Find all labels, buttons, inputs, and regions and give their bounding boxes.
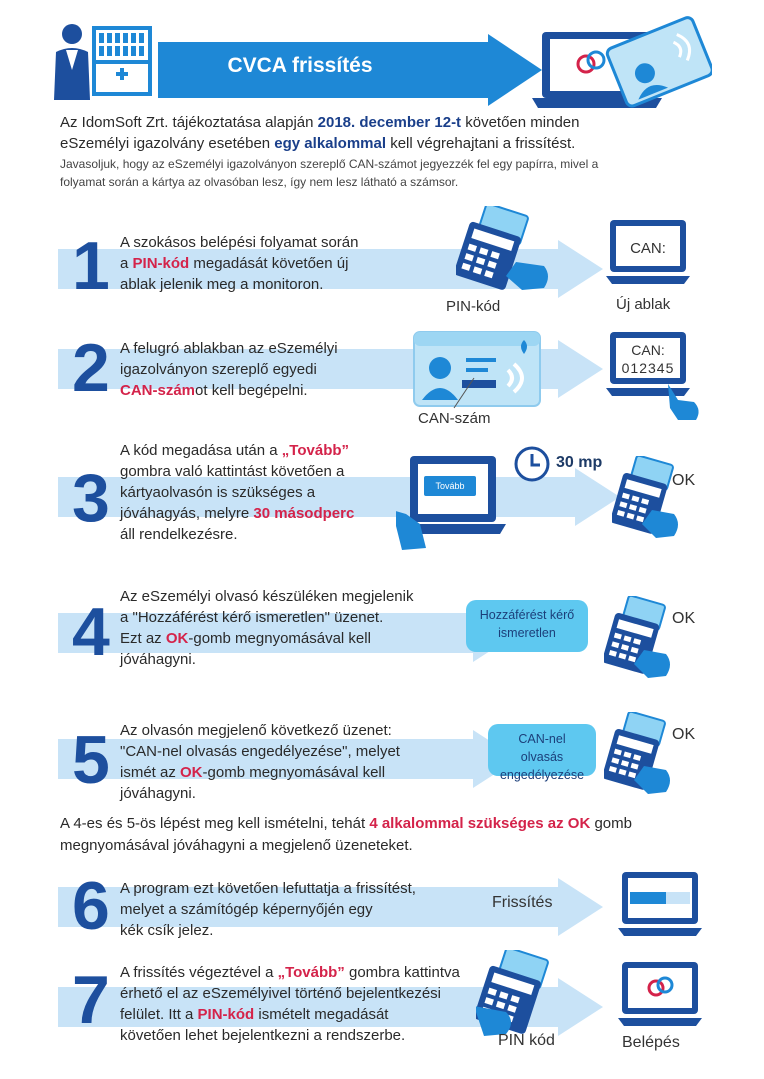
- intro-line-1: Az IdomSoft Zrt. tájékoztatása alapján 2018. december 12-t követően minden: [60, 114, 580, 131]
- screen-can-value: 012345: [621, 360, 675, 376]
- intro-note-1: Javasoljuk, hogy az eSzemélyi igazolványon szereplő CAN-számot jegyezzék fel egy papírra, mivel a: [60, 157, 599, 171]
- step-7-text: A frissítés végeztével a „Tovább” gombra kattintva érhető el az eSzemélyivel történő bejelentkezési felület. Itt a PIN-kód ismételt megadását követően lehet bejelentkezni a rendszerbe.: [120, 964, 460, 1044]
- pointing-hand-icon: [664, 382, 704, 422]
- step-number: 1: [72, 228, 108, 304]
- step-1-caption-pin: PIN-kód: [446, 298, 501, 315]
- ok-label: OK: [672, 610, 696, 627]
- page-title: CVCA frissítés: [227, 54, 373, 77]
- monitor-icon: [618, 872, 702, 942]
- laptop-card-icon: [532, 12, 712, 112]
- card-reader-icon: [456, 206, 552, 292]
- monitor-icon: [618, 962, 702, 1032]
- screen-can-label: CAN:: [631, 342, 665, 358]
- laptop-icon: [396, 452, 516, 552]
- repeat-line-2: megnyomásával jóváhagyni a megjelenő üzeneteket.: [60, 837, 413, 854]
- step-1-caption-window: Új ablak: [616, 296, 671, 313]
- step-3-text: A kód megadása után a „Tovább” gombra való kattintást követően a kártyaolvasón is szükséges a jóváhagyás, melyre 30 másodperc áll rendelkezésre.: [120, 442, 355, 543]
- progress-bar: [630, 892, 666, 904]
- step-2-caption-can: CAN-szám: [418, 410, 491, 427]
- intro-line-2: eSzemélyi igazolvány esetében egy alkalommal kell végrehajtani a frissítést.: [60, 135, 576, 152]
- step-5-text: Az olvasón megjelenő következő üzenet: "CAN-nel olvasás engedélyezése", melyet ismét az OK-gomb megnyomásával kell jóváhagyni.: [120, 722, 400, 802]
- step-2-text: A felugró ablakban az eSzemélyi igazolványon szereplő egyedi CAN-számot kell begépelni.: [120, 340, 338, 399]
- reader-message-bubble: CAN-nel olvasás engedélyezése: [488, 724, 596, 776]
- step-7-caption-pin: PIN kód: [498, 1032, 555, 1049]
- pharmacist-icon: [52, 20, 156, 102]
- ok-label: OK: [672, 472, 696, 489]
- step-number: 3: [72, 460, 108, 536]
- step-number: 6: [72, 868, 108, 944]
- screen-can-label: CAN:: [630, 240, 666, 257]
- card-reader-icon: [604, 712, 674, 796]
- can-pointer-line: [448, 376, 478, 412]
- reader-message-bubble: Hozzáférést kérő ismeretlen: [466, 600, 588, 652]
- step-1-text: A szokásos belépési folyamat során a PIN-kód megadását követően új ablak jelenik meg a monitoron.: [120, 234, 359, 293]
- next-button[interactable]: Tovább: [424, 476, 476, 496]
- card-reader-icon: [612, 456, 682, 540]
- step-4-text: Az eSzemélyi olvasó készüléken megjelenik a "Hozzáférést kérő ismeretlen" üzenet. Ezt az OK-gomb megnyomásával kell jóváhagyni.: [120, 588, 414, 668]
- clock-icon: [512, 444, 552, 484]
- card-reader-icon: [476, 950, 572, 1036]
- step-number: 7: [72, 962, 108, 1038]
- step-number: 4: [72, 594, 108, 670]
- timer-label: 30 mp: [556, 454, 603, 471]
- card-reader-icon: [604, 596, 674, 680]
- step-number: 2: [72, 330, 108, 406]
- repeat-line-1: A 4-es és 5-ös lépést meg kell ismételni, tehát 4 alkalommal szükséges az OK gomb: [60, 815, 632, 832]
- step-7-caption-login: Belépés: [622, 1034, 680, 1051]
- intro-note-2: folyamat során a kártya az olvasóban lesz, így nem lesz látható a számsor.: [60, 175, 459, 189]
- step-number: 5: [72, 722, 108, 798]
- update-label: Frissítés: [492, 894, 553, 911]
- step-6-text: A program ezt követően lefuttatja a frissítést, melyet a számítógép képernyőjén egy kék csík jelez.: [120, 880, 416, 939]
- ok-label: OK: [672, 726, 696, 743]
